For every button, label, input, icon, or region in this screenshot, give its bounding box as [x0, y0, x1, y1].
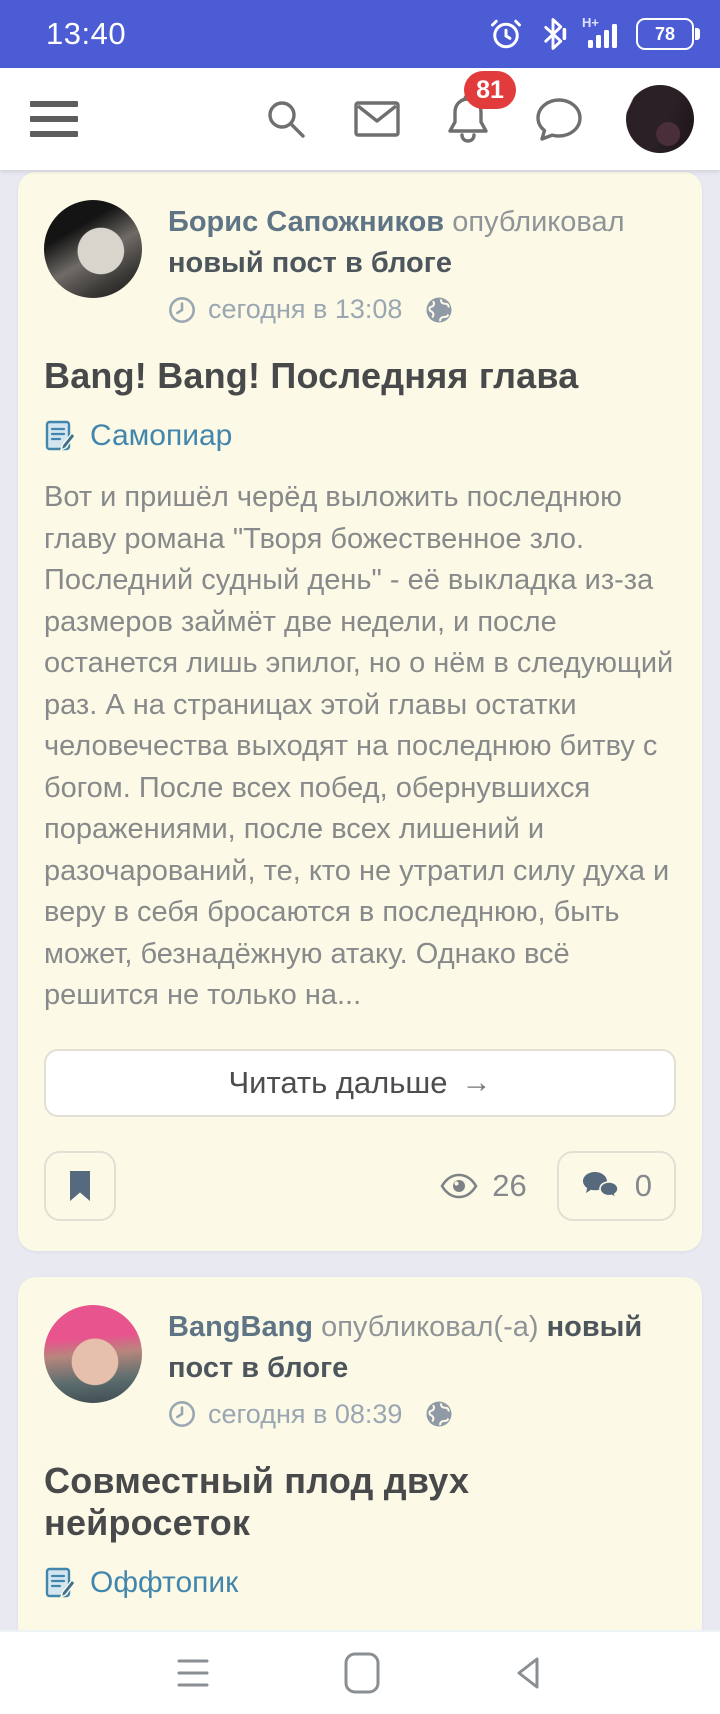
author-name[interactable]: Борис Сапожников	[168, 206, 445, 238]
android-nav-bar	[0, 1630, 720, 1714]
globe-icon	[424, 1399, 454, 1429]
alarm-icon	[488, 16, 524, 52]
views-count: 26	[492, 1167, 527, 1203]
battery-icon: 78	[636, 18, 694, 50]
nav-back-icon[interactable]	[509, 1653, 549, 1693]
signal-icon: H+	[582, 14, 622, 54]
feed	[0, 170, 720, 1630]
status-time: 13:40	[46, 16, 127, 51]
post-meta	[168, 1399, 676, 1430]
status-bar	[0, 0, 720, 68]
profile-avatar[interactable]	[626, 85, 694, 153]
comments-button[interactable]	[557, 1151, 676, 1221]
post-category-link[interactable]: Оффтопик	[90, 1565, 239, 1599]
post-meta	[168, 294, 676, 325]
clock-icon	[168, 296, 196, 324]
post-category-row	[44, 419, 676, 453]
author-action-target: новый пост в блоге	[168, 247, 452, 279]
bookmark-icon	[66, 1169, 94, 1203]
author-action-target: новый пост в блоге	[168, 1310, 643, 1384]
app-header	[0, 68, 720, 170]
eye-icon	[440, 1172, 478, 1200]
post-header	[44, 1305, 676, 1430]
post-stats	[440, 1151, 676, 1221]
views-counter	[440, 1168, 526, 1204]
post-category-link[interactable]: Самопиар	[90, 419, 233, 452]
post-title[interactable]: Bang! Bang! Последняя глава	[44, 355, 579, 396]
author-avatar[interactable]	[44, 1305, 142, 1403]
clock-icon	[168, 1400, 196, 1428]
bookmark-button[interactable]	[44, 1151, 116, 1221]
post-timestamp: сегодня в 13:08	[208, 294, 403, 324]
status-icons	[488, 14, 694, 54]
globe-icon	[424, 295, 454, 325]
arrow-right-icon: →	[461, 1065, 492, 1099]
notification-badge: 81	[464, 71, 516, 109]
author-action: опубликовал	[452, 206, 625, 238]
chat-icon[interactable]	[534, 95, 584, 143]
post-card	[18, 1277, 702, 1630]
post-timestamp: сегодня в 08:39	[208, 1398, 403, 1429]
nav-recents-icon[interactable]	[171, 1655, 215, 1691]
mail-icon[interactable]	[352, 97, 402, 141]
post-title[interactable]: Совместный плод двух нейросеток	[44, 1459, 470, 1543]
menu-button[interactable]	[30, 101, 78, 137]
post-head-text	[168, 200, 676, 284]
author-avatar[interactable]	[44, 200, 142, 298]
blog-category-icon	[44, 1566, 76, 1600]
post-card	[18, 172, 702, 1251]
notifications-bell-icon[interactable]	[444, 75, 504, 145]
nav-home-icon[interactable]	[343, 1651, 381, 1695]
blog-category-icon	[44, 419, 76, 453]
read-more-button[interactable]: Читать дальше →	[44, 1049, 676, 1117]
author-name[interactable]: BangBang	[168, 1310, 313, 1343]
author-action: опубликовал(-а)	[321, 1310, 539, 1343]
search-icon[interactable]	[262, 95, 310, 143]
post-excerpt: Вот и пришёл черёд выложить последнюю главу романа "Творя божественное зло. Последний судный день" - её выкладка из-за размеров займёт две недели, и после останется лишь эпилог, но о нём в следующий раз. А на страницах этой главы остатки человечества выходят на последнюю битву с богом. После всех побед, обернувшихся поражениями, после всех лишений и разочарований, те, кто не утратил силу духа и веру в себя бросаются в последнюю, быть может, безнадёжную атаку. Однако всё решится не только на...	[44, 481, 674, 1011]
comments-icon	[581, 1170, 621, 1202]
post-category-row	[44, 1566, 676, 1600]
post-header	[44, 200, 676, 325]
comments-count: 0	[634, 1167, 652, 1203]
post-head-text	[168, 1305, 676, 1389]
post-footer	[44, 1151, 676, 1221]
bluetooth-icon	[538, 16, 568, 52]
header-actions	[262, 75, 694, 153]
